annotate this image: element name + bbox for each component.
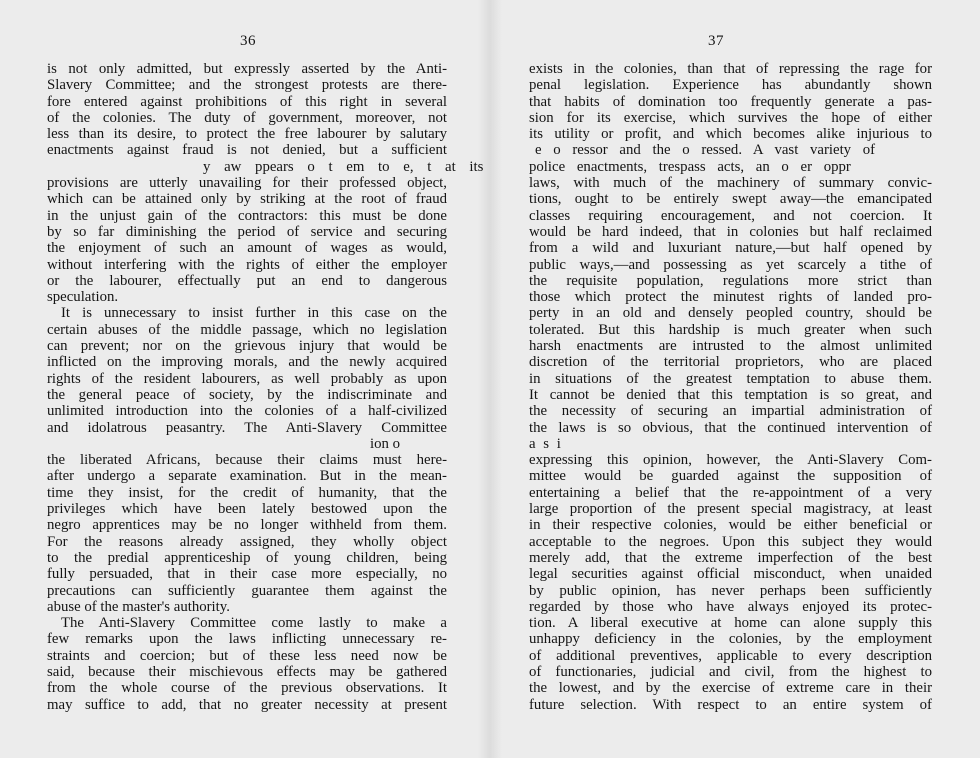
text-line: public ways,—and possessing as yet scarcely a tithe of <box>529 256 932 273</box>
text-line: e o ressor and the o ressed. A vast variety of <box>535 142 876 159</box>
text-line: of additional preventives, applicable to every description <box>529 647 932 664</box>
text-line: of functionaries, judicial and civil, from the highest to <box>529 663 932 680</box>
text-line: or the labourer, effectually put an end to dangerous <box>47 272 447 289</box>
text-line: is not only admitted, but expressly asserted by the Anti- <box>47 61 447 77</box>
text-line: after undergo a separate examination. But in the mean- <box>47 468 447 485</box>
text-line: the enjoyment of such an amount of wages as would, <box>47 240 447 257</box>
text-line: the liberated Africans, because their claims must here- <box>47 452 447 469</box>
text-line: the requisite population, regulations more strict than <box>529 272 932 289</box>
text-line: laws, with much of the machinery of summary convic- <box>529 175 932 192</box>
text-line: in their respective colonies, would be either beneficial or <box>529 517 932 534</box>
text-line: by so far diminishing the period of service and securing <box>47 223 447 240</box>
text-line: classes requiring encouragement, and not coercion. It <box>529 207 932 224</box>
text-line: merely add, that the extreme imperfection of the best <box>529 549 932 566</box>
text-line: by public opinion, has never perhaps been sufficiently <box>529 582 932 599</box>
text-line: police enactments, trespass acts, an o er oppr <box>529 158 851 175</box>
text-line: a s i <box>529 435 561 452</box>
text-line: of the colonies. The duty of government, moreover, not <box>47 109 447 126</box>
text-line: tolerated. But this hardship is much greater when such <box>529 321 932 338</box>
text-line: acceptable to the negroes. Upon this subject they would <box>529 533 932 550</box>
text-line: rights of the resident labourers, as well probably as upon <box>47 370 447 387</box>
text-line: privileges which have been lately bestowed upon the <box>47 501 447 518</box>
text-line: time they insist, for the credit of humanity, that the <box>47 484 447 501</box>
text-line: abuse of the master's authority. <box>47 598 230 615</box>
text-line: without interfering with the rights of either the employer <box>47 256 447 273</box>
text-line: the lowest, and by the exercise of extreme care in their <box>529 680 932 697</box>
text-line: large proportion of the present special magistracy, at least <box>529 501 932 518</box>
text-line: legal securities against official misconduct, when unaided <box>529 566 932 583</box>
text-line: the general peace of society, by the indiscriminate and <box>47 386 447 403</box>
text-line: few remarks upon the laws inflicting unnecessary re- <box>47 631 447 648</box>
text-line: enactments against fraud is not denied, but a sufficient <box>47 142 447 159</box>
text-line: y aw ppears o t em to e, t at its <box>203 158 484 175</box>
text-line: unhappy deficiency in the colonies, by the employment <box>529 631 932 648</box>
text-line: expressing this opinion, however, the Anti-Slavery Com- <box>529 452 932 469</box>
text-line: penal legislation. Experience has abundantly shown <box>529 77 932 94</box>
text-line: tions, ought to be entirely swept away—the emancipated <box>529 191 932 208</box>
text-line: can prevent; nor on the grievous injury that would be <box>47 338 447 355</box>
text-line: The Anti-Slavery Committee come lastly to make a <box>61 615 447 632</box>
text-line: provisions are utterly unavailing for their professed object, <box>47 175 447 192</box>
text-line: mittee would be guarded against the supposition of <box>529 468 932 485</box>
text-line: the laws is so obvious, that the continued intervention of <box>529 419 932 436</box>
text-line: to the predial apprenticeship of young children, being <box>47 549 447 566</box>
text-line: from the whole course of the previous observations. It <box>47 680 447 697</box>
text-line: It is unnecessary to insist further in this case on the <box>61 305 447 322</box>
text-line: harsh enactments are intrusted to the almost unlimited <box>529 338 932 355</box>
text-line: Slavery Committee; and the strongest protests are there- <box>47 77 447 94</box>
text-line: sion for its exercise, which survives the hope of either <box>529 109 932 126</box>
text-line: fore entered against prohibitions of this right in several <box>47 93 447 110</box>
text-line: would be hard indeed, that in colonies but half reclaimed <box>529 223 932 240</box>
text-line: that habits of domination too frequently generate a pas- <box>529 93 932 110</box>
text-line: its utility or profit, and which becomes alike injurious to <box>529 126 932 143</box>
text-line: entertaining a belief that the re-appointment of a very <box>529 484 932 501</box>
page-right <box>490 0 980 758</box>
text-line: For the reasons already assigned, they wholly object <box>47 533 447 550</box>
page-number: 37 <box>708 33 724 49</box>
text-line: ion o <box>370 435 401 452</box>
text-line: negro apprentices may be no longer withheld from them. <box>47 517 447 534</box>
text-line: future selection. With respect to an entire system of <box>529 696 932 713</box>
text-line: precautions can sufficiently guarantee them against the <box>47 582 447 599</box>
text-line: tion. A liberal executive at home can alone supply this <box>529 615 932 632</box>
text-line: from a wild and luxuriant nature,—but half opened by <box>529 240 932 257</box>
page-number: 36 <box>240 33 256 49</box>
text-line: straints and coercion; but of these less need now be <box>47 647 447 664</box>
text-line: in the unjust gain of the contractors: this must be done <box>47 207 447 224</box>
text-line: in situations of the greatest temptation to abuse them. <box>529 370 932 387</box>
text-line: regarded by those who have always enjoyed its protec- <box>529 598 932 615</box>
text-line: discretion of the territorial proprietors, who are placed <box>529 354 932 371</box>
text-line: fully persuaded, that in their case more especially, no <box>47 566 447 583</box>
text-line: unlimited introduction into the colonies of a half-civilized <box>47 403 447 420</box>
page-text <box>529 61 932 713</box>
text-line: may suffice to add, that no greater necessity at present <box>47 696 447 713</box>
text-line: speculation. <box>47 289 119 306</box>
text-line: said, because their mischievous effects may be gathered <box>47 663 447 680</box>
text-line: the necessity of securing an impartial administration of <box>529 403 932 420</box>
page-text <box>47 61 484 713</box>
text-line: It cannot be denied that this temptation is so great, and <box>529 386 932 403</box>
text-line: those which protect the minutest rights of landed pro- <box>529 289 932 306</box>
text-line: perty in an old and densely peopled country, should be <box>529 305 932 322</box>
text-line: exists in the colonies, than that of repressing the rage for <box>529 61 932 77</box>
text-line: and idolatrous peasantry. The Anti-Slavery Committee <box>47 419 447 436</box>
text-line: certain abuses of the middle passage, which no legislation <box>47 321 447 338</box>
text-line: less than its desire, to protect the free labourer by salutary <box>47 126 447 143</box>
text-line: which can be attained only by striking at the root of fraud <box>47 191 447 208</box>
text-line: inflicted on the improving morals, and the newly acquired <box>47 354 447 371</box>
